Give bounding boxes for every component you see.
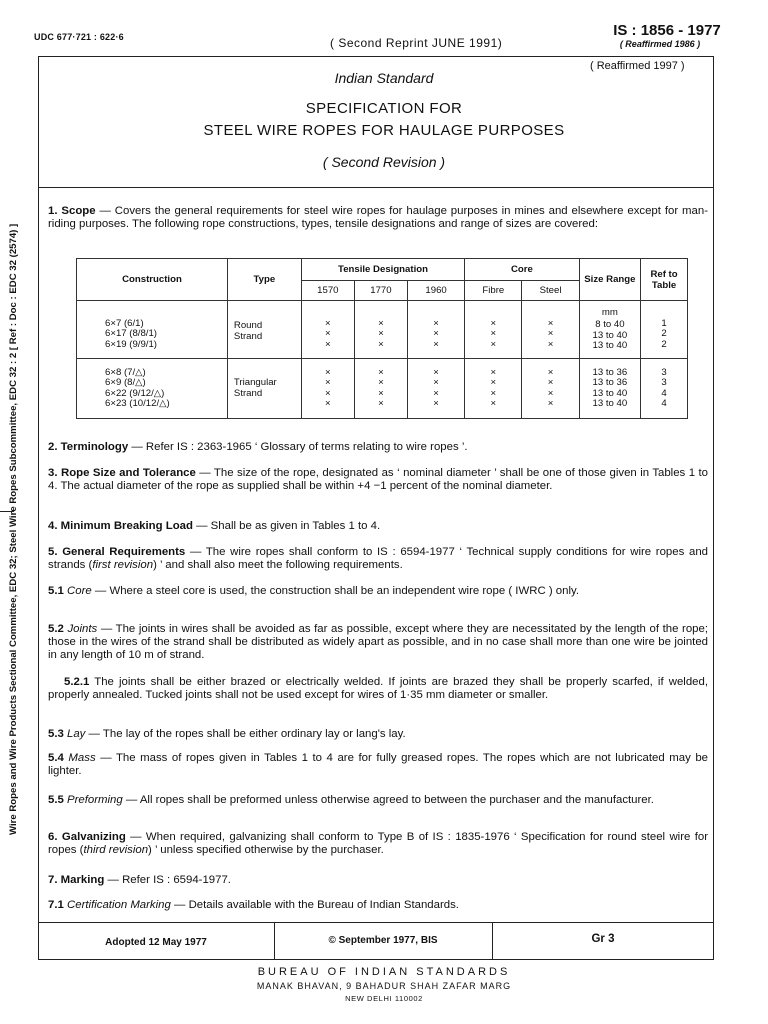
section-rope-size: 3. Rope Size and Tolerance — The size of the rope, designated as ‘ nominal diameter ’ shall be one of those given in Tables 1 to 4. The actual diameter of the rope as supplied shall be within +4 −1 percent of the nominal diameter. xyxy=(48,467,708,492)
section-joints-detail: 5.2.1 The joints shall be either brazed or electrically welded. If joints are brazed they shall be properly scarfed, if welded, properly annealed. Tucked joints shall not be used except for wires of 1·35 mm diameter or smaller. xyxy=(48,676,708,701)
adopted-date: Adopted 12 May 1977 xyxy=(105,937,207,948)
cell-construction: 6×8 (7/△) 6×9 (8/△) 6×22 (9/12/△) 6×23 (10/12/△) xyxy=(77,359,228,419)
section-preforming: 5.5 Preforming — All ropes shall be preformed unless otherwise agreed to between the purchaser and the manufacturer. xyxy=(48,794,654,806)
cell-1570: × × × xyxy=(301,301,354,359)
section-mass: 5.4 Mass — The mass of ropes given in Tables 1 to 4 are for fully greased ropes. The ropes which are not lubricated may be lighter. xyxy=(48,752,709,777)
cell-ref: 1 2 2 xyxy=(641,301,688,359)
construction-table xyxy=(76,258,688,419)
section-number: 1. xyxy=(48,205,58,217)
th-construction: Construction xyxy=(77,259,228,301)
cell-steel: × × × xyxy=(522,301,579,359)
cell-1960: × × × × xyxy=(407,359,464,419)
title-divider xyxy=(38,187,714,188)
section-lay: 5.3 Lay — The lay of the ropes shall be either ordinary lay or lang's lay. xyxy=(48,728,406,740)
is-number: IS : 1856 - 1977 xyxy=(613,22,721,39)
revision-label: ( Second Revision ) xyxy=(322,154,446,170)
section-joints: 5.2 Joints — The joints in wires shall be avoided as far as possible, except where they are necessitated by the length of the rope; those in the wires of the strand shall be distributed as widely apart as possible, and in no case shall more than one wire be jointed in any length of 10 m of strand. xyxy=(48,623,708,661)
section-certification: 7.1 Certification Marking — Details available with the Bureau of Indian Standards. xyxy=(48,899,459,911)
copyright-notice: © September 1977, BIS xyxy=(328,935,438,946)
indian-standard-label: Indian Standard xyxy=(334,70,434,86)
th-1960: 1960 xyxy=(407,281,464,301)
th-1770: 1770 xyxy=(354,281,407,301)
publisher-name: BUREAU OF INDIAN STANDARDS xyxy=(257,966,511,978)
is-reaffirmed: ( Reaffirmed 1986 ) xyxy=(619,39,701,49)
cell-1770: × × × xyxy=(354,301,407,359)
cell-size: mm 8 to 40 13 to 40 13 to 40 xyxy=(579,301,640,359)
th-core: Core xyxy=(465,259,579,281)
footer-divider xyxy=(38,922,714,923)
cell-fibre: × × × xyxy=(465,301,522,359)
section-scope: 1. Scope — Covers the general requirements for steel wire ropes for haulage purposes in mines and elsewhere except for man-riding purposes. The following rope constructions, types, tensile designations and range of sizes are covered: xyxy=(48,205,708,230)
section-galvanizing: 6. Galvanizing — When required, galvanizing shall conform to Type B of IS : 1835-1976 ‘ Specification for round steel wire for ropes (third revision) ’ unless specified otherwise by the purchaser. xyxy=(48,831,708,856)
cell-type: Round Strand xyxy=(227,301,301,359)
udc-code: UDC 677·721 : 622·6 xyxy=(34,32,124,42)
th-1570: 1570 xyxy=(301,281,354,301)
th-steel: Steel xyxy=(522,281,579,301)
publisher-address: MANAK BHAVAN, 9 BAHADUR SHAH ZAFAR MARG xyxy=(256,981,512,991)
th-ref-table: Ref to Table xyxy=(641,259,688,301)
cell-fibre: × × × × xyxy=(465,359,522,419)
cell-1960: × × × xyxy=(407,301,464,359)
cell-steel: × × × × xyxy=(522,359,579,419)
reaffirmed-1997: ( Reaffirmed 1997 ) xyxy=(590,60,685,72)
table-row xyxy=(77,301,688,359)
section-breaking-load: 4. Minimum Breaking Load — Shall be as given in Tables 1 to 4. xyxy=(48,520,381,532)
document-frame xyxy=(38,56,714,960)
cell-size: 13 to 36 13 to 36 13 to 40 13 to 40 xyxy=(579,359,640,419)
price-group: Gr 3 xyxy=(591,933,615,945)
title-line-2: STEEL WIRE ROPES FOR HAULAGE PURPOSES xyxy=(203,122,565,139)
publisher-city: NEW DELHI 110002 xyxy=(345,994,423,1003)
reprint-note: ( Second Reprint JUNE 1991) xyxy=(330,36,503,50)
committee-side-note: Wire Ropes and Wire Products Sectional Committee, EDC 32; Steel Wire Ropes Subcommittee, EDC 32 : 2 [ Ref : Doc : EDC 32 (2574) ] xyxy=(8,223,19,835)
section-heading: Scope xyxy=(61,205,96,217)
cell-ref: 3 3 4 4 xyxy=(641,359,688,419)
title-line-1: SPECIFICATION FOR xyxy=(305,100,463,117)
table-row xyxy=(77,359,688,419)
margin-mark xyxy=(0,511,14,512)
th-fibre: Fibre xyxy=(465,281,522,301)
section-terminology: 2. Terminology — Refer IS : 2363-1965 ‘ Glossary of terms relating to wire ropes ’. xyxy=(48,441,468,453)
th-tensile: Tensile Designation xyxy=(301,259,464,281)
th-type: Type xyxy=(227,259,301,301)
section-core: 5.1 Core — Where a steel core is used, the construction shall be an independent wire rope ( IWRC ) only. xyxy=(48,585,580,597)
cell-1570: × × × × xyxy=(301,359,354,419)
section-marking: 7. Marking — Refer IS : 6594-1977. xyxy=(48,874,231,886)
cell-1770: × × × × xyxy=(354,359,407,419)
section-general-requirements: 5. General Requirements — The wire ropes shall conform to IS : 6594-1977 ‘ Technical supply conditions for wire ropes and strands (first revision) ’ and shall also meet the following requirements. xyxy=(48,546,708,571)
cell-type: Triangular Strand xyxy=(227,359,301,419)
cell-construction: 6×7 (6/1) 6×17 (8/8/1) 6×19 (9/9/1) xyxy=(77,301,228,359)
th-size-range: Size Range xyxy=(579,259,640,301)
